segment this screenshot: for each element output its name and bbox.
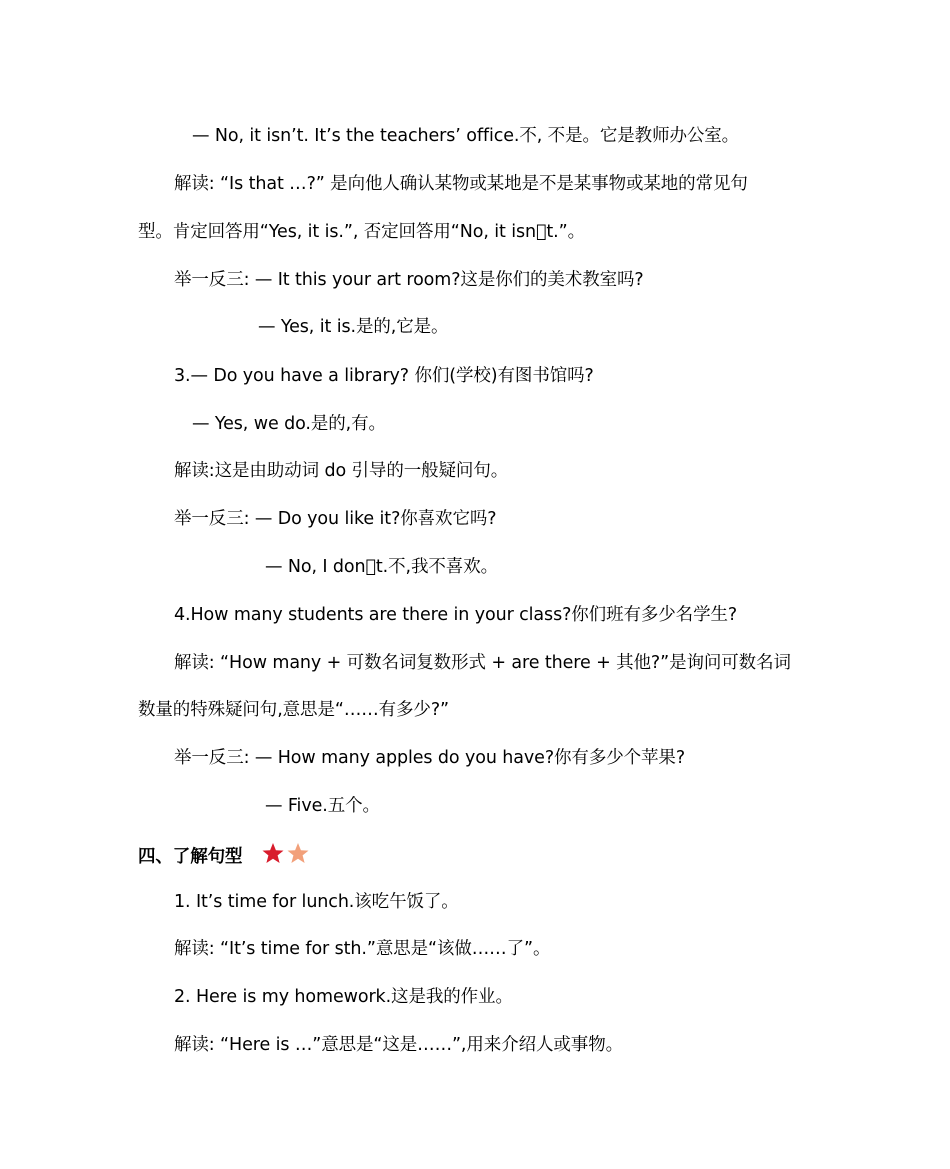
example-question-line: 举一反三: — Do you like it?你喜欢它吗? bbox=[174, 509, 497, 529]
item-4-question-line: 4.How many students are there in your class?你们班有多少名学生? bbox=[174, 605, 738, 625]
explanation-line: 解读: “Is that …?” 是向他人确认某物或某地是不是某事物或某地的常见句 bbox=[174, 174, 748, 194]
example-question-line: 举一反三: — It this your art room?这是你们的美术教室吗? bbox=[174, 270, 644, 290]
example-answer-line: — Five.五个。 bbox=[265, 796, 380, 816]
star-icon-filled bbox=[263, 843, 284, 863]
section-heading bbox=[138, 842, 314, 873]
item-3-answer-line: — Yes, we do.是的,有。 bbox=[192, 414, 386, 434]
explanation-line-continued: 数量的特殊疑问句,意思是“……有多少?” bbox=[138, 700, 449, 720]
explanation-line: 解读: “Here is …”意思是“这是……”,用来介绍人或事物。 bbox=[174, 1035, 623, 1055]
explanation-line: 解读: “How many + 可数名词复数形式 + are there + 其他?”是询问可数名词 bbox=[174, 653, 791, 673]
explanation-line-continued: 型。肯定回答用“Yes, it is.”, 否定回答用“No, it isn t.”。 bbox=[138, 222, 585, 242]
explanation-line: 解读:这是由助动词 do 引导的一般疑问句。 bbox=[174, 461, 509, 481]
item-1-sentence-line: 1. It’s time for lunch.该吃午饭了。 bbox=[174, 892, 459, 912]
item-3-question-line: 3.— Do you have a library? 你们(学校)有图书馆吗? bbox=[174, 366, 594, 386]
example-answer-line: — No, I don t.不,我不喜欢。 bbox=[265, 557, 499, 577]
section-heading-text: 四、了解句型 bbox=[138, 847, 243, 867]
importance-stars bbox=[262, 842, 314, 873]
explanation-line: 解读: “It’s time for sth.”意思是“该做……了”。 bbox=[174, 939, 551, 959]
example-question-line: 举一反三: — How many apples do you have?你有多少个苹果? bbox=[174, 748, 686, 768]
example-answer-line: — Yes, it is.是的,它是。 bbox=[258, 317, 449, 337]
item-2-sentence-line: 2. Here is my homework.这是我的作业。 bbox=[174, 987, 513, 1007]
answer-line: — No, it isn’t. It’s the teachers’ office.不, 不是。它是教师办公室。 bbox=[192, 126, 740, 146]
star-icon-faded bbox=[288, 843, 309, 863]
star-rating-graphic bbox=[262, 842, 314, 866]
